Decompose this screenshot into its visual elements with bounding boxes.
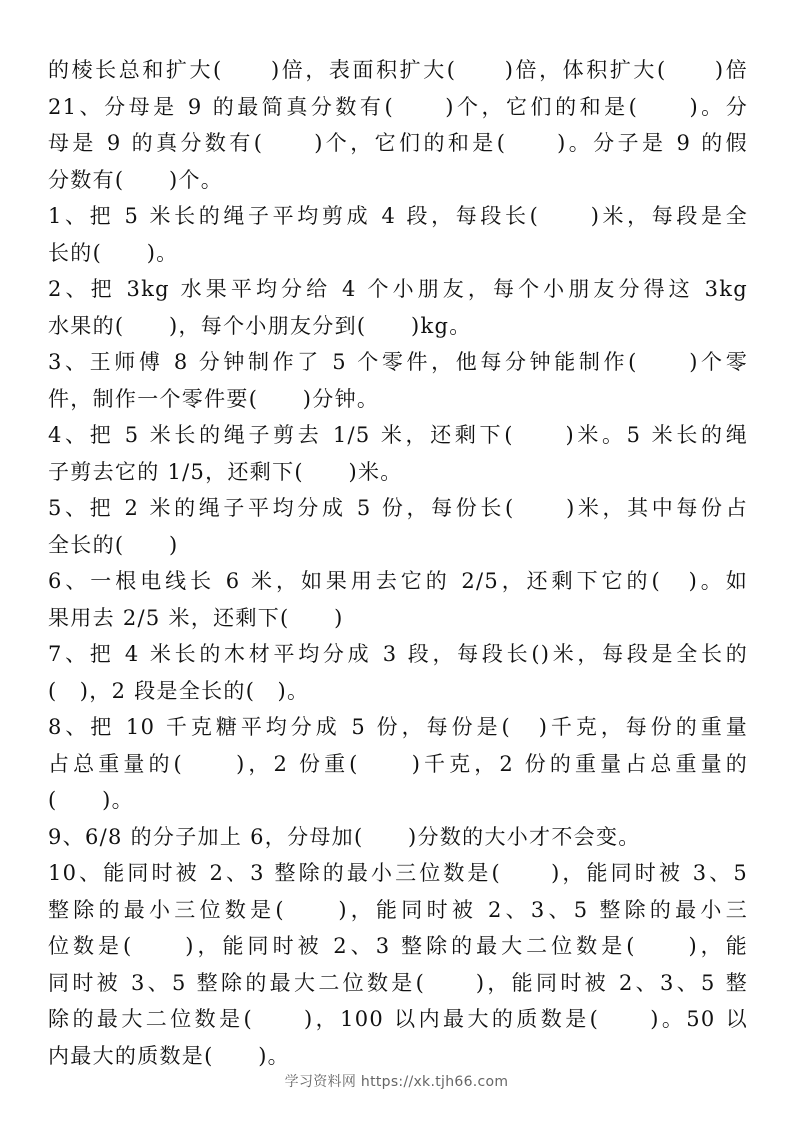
text-line: 件，制作一个零件要( )分钟。	[48, 386, 380, 411]
text-line: 4、把 5 米长的绳子剪去 1/5 米，还剩下( )米。5 米长的绳	[48, 423, 748, 447]
text-line: 2、把 3kg 水果平均分给 4 个小朋友，每个小朋友分得这 3kg	[48, 277, 748, 301]
text-line: 5、把 2 米的绳子平均分成 5 份，每份长( )米，其中每份占	[48, 496, 748, 520]
text-line: 占总重量的( )，2 份重( )千克，2 份的重量占总重量的	[48, 751, 748, 776]
text-line: 9、6/8 的分子加上 6，分母加( )分数的大小才不会变。	[48, 824, 641, 849]
text-line: 母是 9 的真分数有( )个，它们的和是( )。分子是 9 的假	[48, 131, 748, 155]
text-line: 的棱长总和扩大( )倍，表面积扩大( )倍，体积扩大( )倍	[48, 58, 748, 82]
text-line: ( )。	[48, 788, 134, 812]
text-line: 10、能同时被 2、3 整除的最小三位数是( )，能同时被 3、5	[48, 861, 748, 885]
text-line: 3、王师傅 8 分钟制作了 5 个零件，他每分钟能制作( )个零	[48, 350, 748, 374]
text-line: 7、把 4 米长的木材平均分成 3 段，每段长()米，每段是全长的	[48, 642, 748, 666]
text-line: 长的( )。	[48, 240, 179, 265]
text-line: 1、把 5 米长的绳子平均剪成 4 段，每段长( )米，每段是全	[48, 204, 748, 228]
text-line: 同时被 3、5 整除的最大二位数是( )，能同时被 2、3、5 整	[48, 970, 748, 995]
text-line: 内最大的质数是( )。	[48, 1043, 290, 1068]
text-line: 8、把 10 千克糖平均分成 5 份，每份是( )千克，每份的重量	[48, 715, 748, 739]
footer-watermark: 学习资料网 https://xk.tjh66.com	[284, 1074, 509, 1090]
text-line: ( )，2 段是全长的( )。	[48, 678, 310, 703]
text-line: 分数有( )个。	[48, 167, 224, 192]
text-line: 全长的( )	[48, 532, 179, 557]
text-line: 水果的( )，每个小朋友分到( )kg。	[48, 313, 472, 338]
text-line: 子剪去它的 1/5，还剩下( )米。	[48, 459, 403, 484]
text-line: 6、一根电线长 6 米，如果用去它的 2/5，还剩下它的( )。如	[48, 569, 748, 593]
document-body	[48, 52, 748, 1074]
text-line: 整除的最小三位数是( )，能同时被 2、3、5 整除的最小三	[48, 897, 748, 922]
text-line: 位数是( )，能同时被 2、3 整除的最大二位数是( )，能	[48, 934, 748, 958]
text-line: 果用去 2/5 米，还剩下( )	[48, 605, 344, 630]
text-line: 除的最大二位数是( )，100 以内最大的质数是( )。50 以	[48, 1007, 748, 1031]
text-line: 21、分母是 9 的最简真分数有( )个，它们的和是( )。分	[48, 94, 748, 119]
